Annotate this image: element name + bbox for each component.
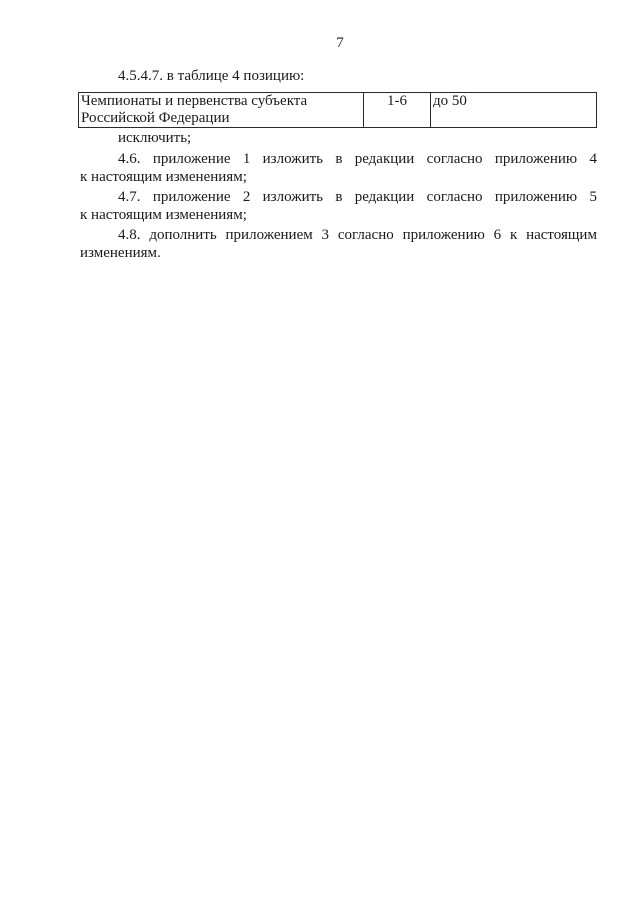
item-4-8-line-2: изменениям. bbox=[80, 245, 161, 261]
word: приложению bbox=[402, 227, 485, 243]
competition-line-2: Российской Федерации bbox=[81, 110, 230, 126]
word: редакции bbox=[354, 189, 415, 205]
word: приложение bbox=[152, 151, 231, 167]
item-4-6-line-2: к настоящим изменениям; bbox=[80, 169, 247, 185]
word: согласно bbox=[426, 189, 483, 205]
competition-line-1: Чемпионаты и первенства субъекта bbox=[81, 93, 308, 109]
word: настоящим bbox=[526, 227, 597, 243]
word: приложением bbox=[225, 227, 313, 243]
word: редакции bbox=[354, 151, 415, 167]
word: изложить bbox=[262, 151, 323, 167]
page-number: 7 bbox=[336, 35, 344, 51]
intro-paragraph: 4.5.4.7. в таблице 4 позицию: bbox=[118, 68, 305, 84]
word: приложению bbox=[494, 189, 578, 205]
word: в bbox=[335, 151, 343, 167]
position-table bbox=[78, 92, 597, 128]
word: 3 bbox=[321, 227, 330, 243]
word: изложить bbox=[262, 189, 323, 205]
table-row bbox=[79, 93, 597, 128]
table-cell-places: 1-6 bbox=[364, 93, 431, 128]
exclude-text: исключить; bbox=[118, 130, 192, 146]
word: приложение bbox=[152, 189, 231, 205]
word: к bbox=[509, 227, 518, 243]
word: 4.6. bbox=[118, 151, 141, 167]
word: 4 bbox=[589, 151, 597, 167]
word: приложению bbox=[494, 151, 578, 167]
item-4-7-line-2: к настоящим изменениям; bbox=[80, 207, 247, 223]
word: 4.7. bbox=[118, 189, 141, 205]
word: 2 bbox=[242, 189, 251, 205]
word: 4.8. bbox=[118, 227, 141, 243]
table-cell-count: до 50 bbox=[431, 93, 597, 128]
item-4-7-line-1 bbox=[118, 188, 597, 206]
item-4-6-line-1 bbox=[118, 150, 597, 168]
word: в bbox=[335, 189, 343, 205]
word: дополнить bbox=[149, 227, 217, 243]
table-cell-competition bbox=[79, 93, 364, 128]
word: 5 bbox=[589, 189, 597, 205]
word: 6 bbox=[493, 227, 502, 243]
word: согласно bbox=[426, 151, 483, 167]
word: согласно bbox=[337, 227, 394, 243]
word: 1 bbox=[242, 151, 251, 167]
item-4-8-line-1 bbox=[118, 226, 597, 244]
